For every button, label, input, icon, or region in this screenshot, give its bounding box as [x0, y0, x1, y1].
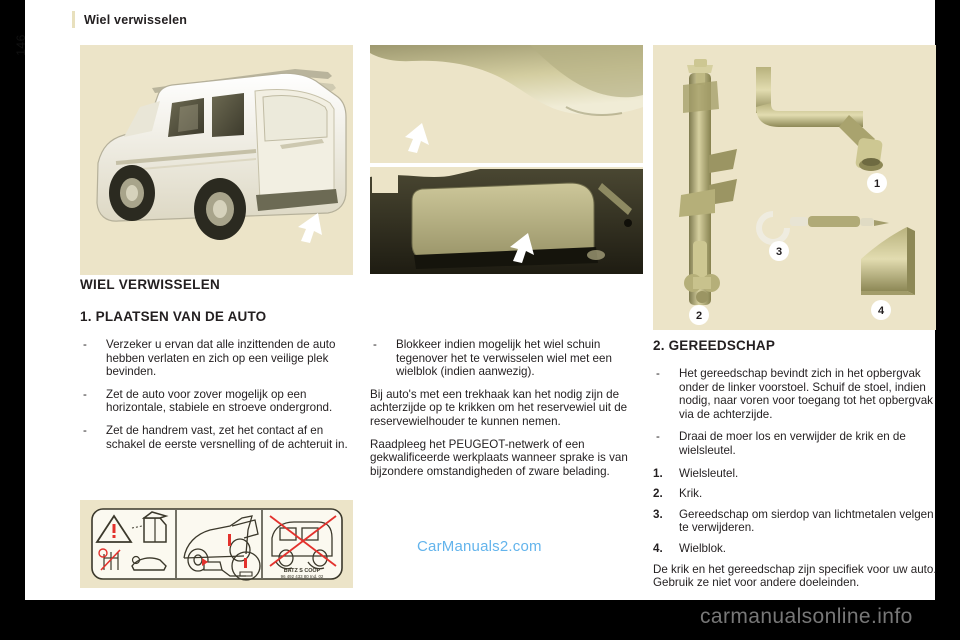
list-item-text: Wielblok.	[679, 541, 727, 555]
toolkit-illustration	[653, 45, 936, 330]
warning-sticker-illustration	[80, 500, 353, 588]
item-number: 4.	[653, 541, 663, 555]
left-bullet-list	[80, 338, 358, 451]
watermark-bottom: carmanualsonline.info	[700, 605, 913, 628]
section-heading: 2. GEREEDSCHAP	[653, 338, 776, 353]
toolkit-photo	[653, 45, 936, 330]
list-item-text: Draai de moer los en verwijder de krik en de wielsleutel.	[679, 430, 906, 457]
item-number: 3.	[653, 507, 663, 521]
list-item	[80, 424, 358, 451]
list-item	[370, 338, 645, 379]
dash-marker: -	[656, 367, 660, 380]
vehicle-illustration	[80, 45, 353, 275]
storage-compartment-photo	[370, 167, 643, 274]
list-item-text: Zet de auto voor zover mogelijk op een horizontale, stabiele en stroeve ondergrond.	[106, 387, 333, 415]
list-item-text: Blokkeer indien mogelijk het wiel schuin tegenover het te verwisselen wiel met een wielblok (indien aanwezig).	[396, 338, 612, 379]
warning-sticker-photo	[80, 500, 353, 588]
dash-marker: -	[83, 387, 87, 401]
list-item	[653, 542, 938, 556]
list-item	[653, 467, 938, 481]
seat-base-illustration	[370, 45, 643, 163]
list-item-text: Krik.	[679, 487, 703, 501]
list-item	[80, 388, 358, 415]
toolkit-numbered-list	[653, 467, 938, 556]
list-item	[653, 367, 938, 421]
list-item	[653, 508, 938, 535]
dash-marker: -	[373, 338, 377, 351]
dash-marker: -	[83, 338, 87, 351]
section-subheading: 1. PLAATSEN VAN DE AUTO	[80, 309, 267, 324]
left-column-text	[80, 277, 358, 460]
svg-text:4: 4	[877, 305, 885, 317]
storage-compartment-illustration	[370, 167, 643, 274]
page-number: 146	[14, 34, 28, 56]
svg-text:3: 3	[775, 246, 783, 258]
middle-figures	[370, 45, 643, 274]
manual-page-sheet	[14, 0, 937, 600]
header-accent-bar	[72, 11, 75, 28]
dash-marker: -	[83, 423, 87, 437]
svg-text:2: 2	[695, 310, 703, 322]
list-item	[653, 430, 938, 457]
item-number: 2.	[653, 487, 663, 501]
right-bullet-list	[653, 367, 938, 458]
item-number: 1.	[653, 466, 663, 480]
paragraph: Raadpleeg het PEUGEOT-netwerk of een gekwalificeerde werkplaats wanneer sprake is van bijzondere omstandigheden of zware belading.	[370, 437, 628, 478]
list-item-text: Het gereedschap bevindt zich in het opbergvak onder de linker voorstoel. Schuif de stoel, indien nodig, naar voren voor toegang tot het opbergvak via de achterzijde.	[679, 367, 933, 421]
paragraph: Bij auto's met een trekhaak kan het nodig zijn de achterzijde op te krikken om het reservewiel uit de reservewielhouder te kunnen nemen.	[370, 387, 628, 428]
sticker-part-number: 96 492 433 80 Ind. 02	[280, 574, 324, 579]
middle-bullet-list	[370, 338, 645, 379]
dash-marker: -	[656, 430, 660, 444]
middle-column-text	[370, 338, 645, 487]
section-heading: WIEL VERWISSELEN	[80, 277, 221, 292]
watermark-center: CarManuals2.com	[417, 538, 542, 555]
list-item	[653, 487, 938, 501]
svg-text:1: 1	[873, 178, 881, 190]
page-header	[72, 11, 187, 28]
sticker-manufacturer: BATZ S COOP	[283, 568, 321, 574]
seat-base-photo	[370, 45, 643, 163]
list-item-text: Wielsleutel.	[679, 466, 739, 480]
list-item-text: Gereedschap om sierdop van lichtmetalen velgen te verwijderen.	[679, 507, 934, 535]
list-item-text: Verzeker u ervan dat alle inzittenden de auto hebben verlaten en zich op een veilige plek bevinden.	[106, 338, 336, 379]
list-item-text: Zet de handrem vast, zet het contact af en schakel de eerste versnelling of de achteruit in.	[106, 423, 348, 451]
paragraph: De krik en het gereedschap zijn specifiek voor uw auto. Gebruik ze niet voor andere doeleinden.	[653, 562, 937, 590]
page-title: Wiel verwisselen	[84, 12, 188, 27]
vehicle-photo	[80, 45, 353, 275]
right-column-text	[653, 338, 938, 599]
list-item	[80, 338, 358, 379]
